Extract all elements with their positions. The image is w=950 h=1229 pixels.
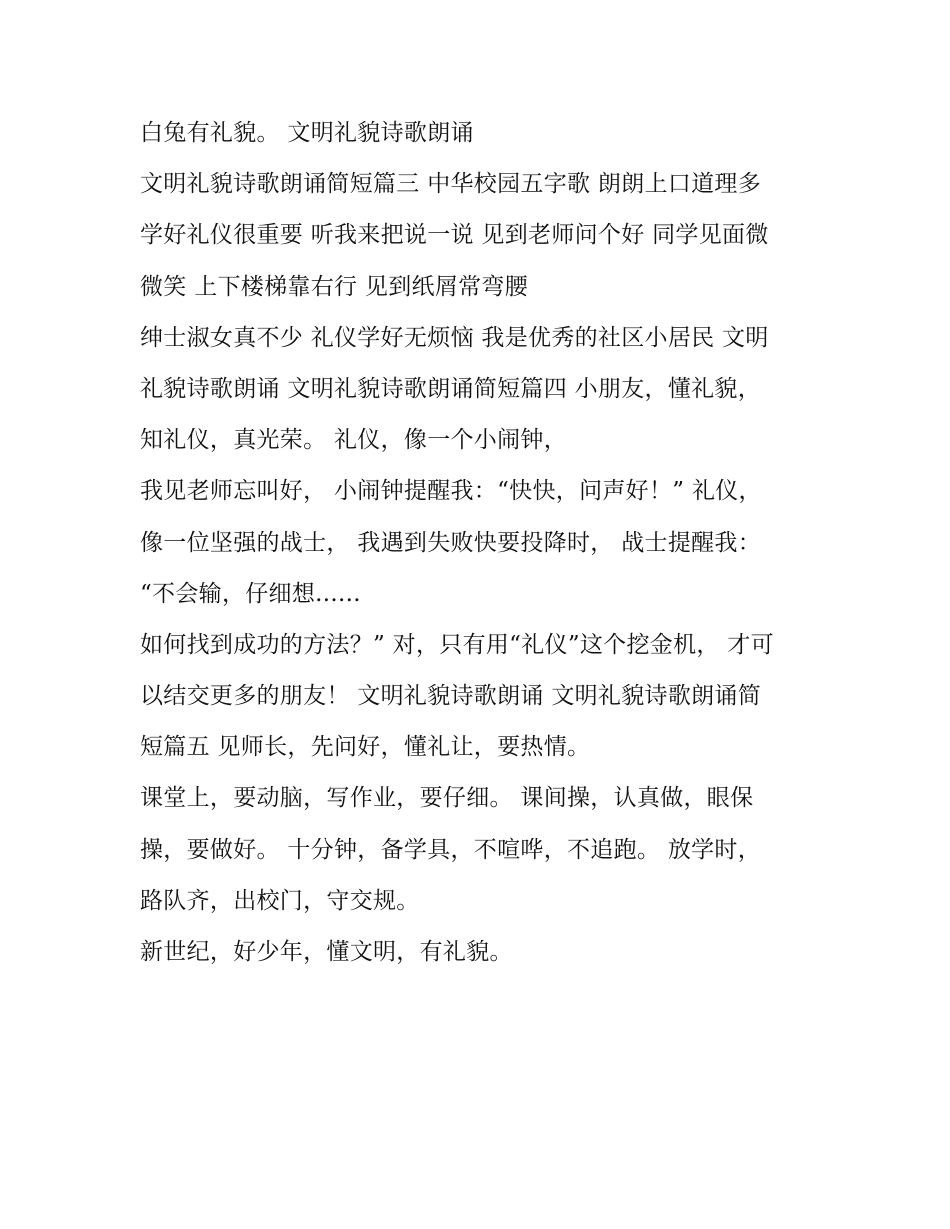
text-line: 课堂上，要动脑，写作业，要仔细。 课间操，认真做，眼保 — [140, 785, 754, 812]
text-line: 短篇五 见师长，先问好，懂礼让，要热情。 — [140, 734, 591, 761]
text-line: “不会输，仔细想...... — [140, 580, 361, 607]
text-line: 学好礼仪很重要 听我来把说一说 见到老师问个好 同学见面微 — [140, 222, 769, 249]
text-line: 我见老师忘叫好， 小闹钟提醒我：“快快，问声好！” 礼仪， — [140, 478, 762, 505]
text-line: 操，要做好。 十分钟，备学具，不喧哗，不追跑。 放学时， — [140, 836, 762, 863]
text-line: 知礼仪，真光荣。 礼仪，像一个小闹钟， — [140, 427, 568, 454]
document-body — [140, 108, 820, 978]
text-line: 新世纪，好少年，懂文明，有礼貌。 — [140, 939, 513, 965]
text-line: 白兔有礼貌。 文明礼貌诗歌朗诵 — [140, 120, 474, 146]
text-line: 以结交更多的朋友！ 文明礼貌诗歌朗诵 文明礼貌诗歌朗诵简 — [140, 683, 762, 710]
text-line: 像一位坚强的战士， 我遇到失败快要投降时， 战士提醒我： — [140, 529, 762, 556]
text-line: 礼貌诗歌朗诵 文明礼貌诗歌朗诵简短篇四 小朋友，懂礼貌， — [140, 375, 762, 402]
text-line: 路队齐，出校门，守交规。 — [140, 887, 420, 914]
text-line: 文明礼貌诗歌朗诵简短篇三 中华校园五字歌 朗朗上口道理多 — [140, 171, 762, 198]
text-line: 微笑 上下楼梯靠右行 见到纸屑常弯腰 — [140, 273, 529, 300]
text-line: 绅士淑女真不少 礼仪学好无烦恼 我是优秀的社区小居民 文明 — [140, 324, 769, 351]
text-line: 如何找到成功的方法？” 对，只有用“礼仪”这个挖金机， 才可 — [140, 631, 774, 658]
